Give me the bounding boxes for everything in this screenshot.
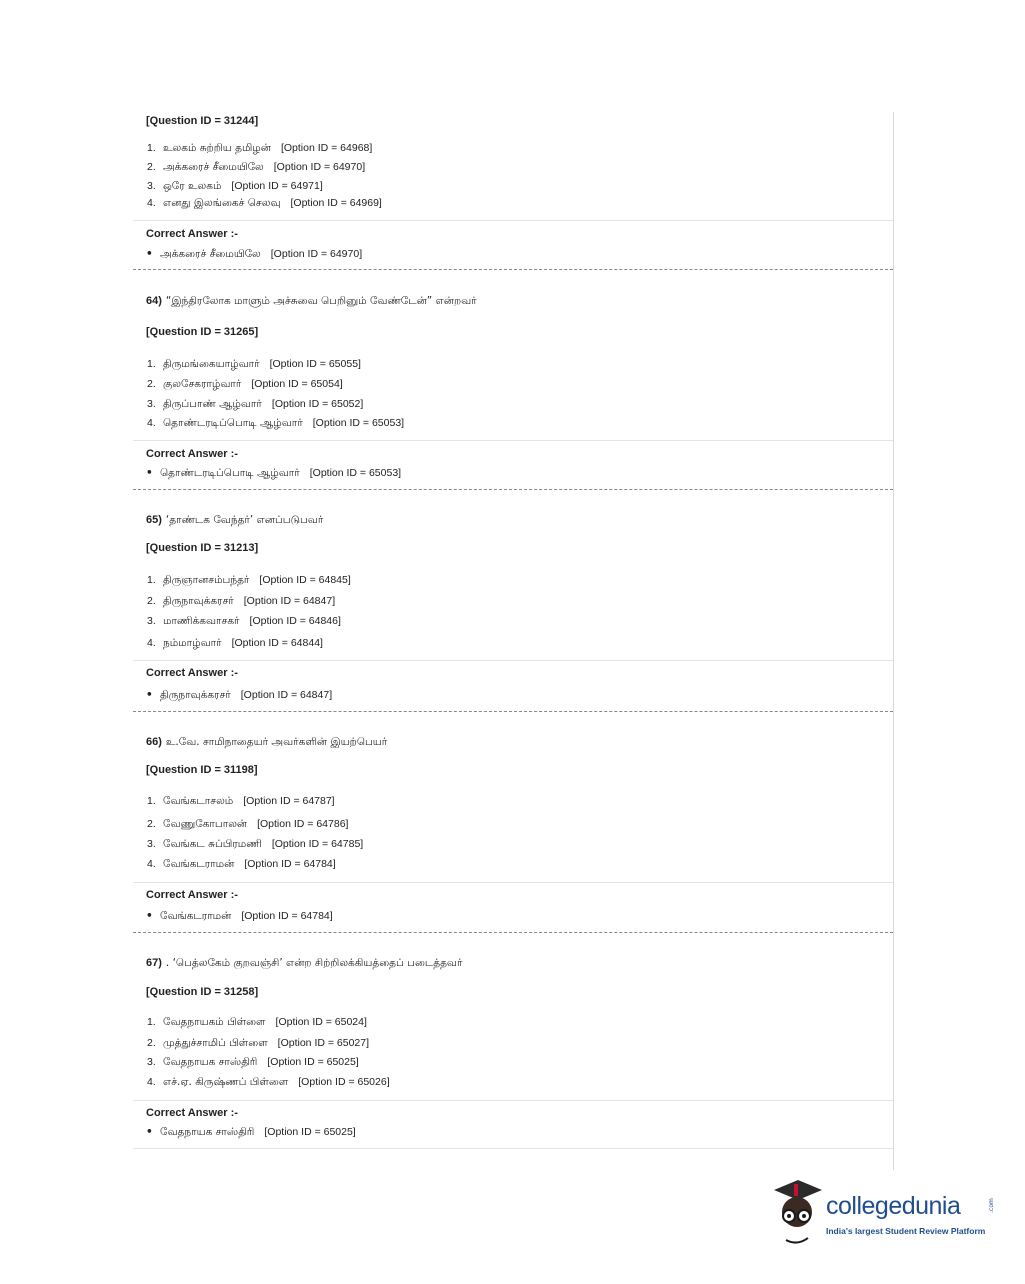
correct-answer-label: Correct Answer :- (146, 889, 238, 901)
option-number: 4. (147, 858, 156, 870)
option-number: 4. (147, 197, 156, 209)
option-id: [Option ID = 65053] (312, 417, 405, 429)
option-text: வேதநாயகம் பிள்ளை (163, 1016, 266, 1028)
option-4 (147, 197, 382, 210)
option-4 (147, 1076, 390, 1089)
option-id: [Option ID = 64786] (257, 818, 349, 830)
option-text: திருஞானசம்பந்தர் (163, 574, 250, 586)
question-text (146, 736, 387, 749)
bullet-icon: • (146, 910, 153, 922)
correct-answer (146, 689, 332, 702)
option-number: 3. (147, 398, 156, 410)
option-2 (147, 818, 348, 831)
question-body: ‘தாண்டக வேந்தர்’ எனப்படுபவர் (165, 514, 324, 526)
option-number: 2. (147, 595, 156, 607)
option-1 (147, 358, 361, 371)
option-text: வேங்கடராமன் (163, 858, 235, 870)
option-number: 4. (147, 1076, 156, 1088)
option-id: [Option ID = 64971] (231, 180, 323, 192)
option-text: வேதநாயக சாஸ்திரி (163, 1056, 258, 1068)
correct-answer-label: Correct Answer :- (146, 228, 238, 240)
option-number: 1. (147, 795, 156, 807)
option-3 (147, 838, 363, 851)
question-id: [Question ID = 31198] (146, 764, 258, 776)
option-2 (147, 595, 335, 608)
correct-answer-label: Correct Answer :- (146, 1107, 238, 1119)
divider (133, 1148, 893, 1149)
option-number: 3. (147, 615, 156, 627)
option-id: [Option ID = 65052] (271, 398, 364, 410)
option-text: குலசேகராழ்வார் (163, 378, 242, 390)
option-text: தொண்டரடிப்பொடி ஆழ்வார் (163, 417, 303, 429)
option-text: எச்.ஏ. கிருஷ்ணப் பிள்ளை (163, 1076, 289, 1088)
option-text: வேணுகோபாலன் (163, 818, 248, 830)
option-number: 1. (147, 142, 156, 154)
answer-option-id: [Option ID = 64847] (240, 689, 333, 701)
logo-brand-text: collegedunia (826, 1192, 961, 1220)
option-3 (147, 180, 323, 193)
question-number: 66) (146, 736, 162, 748)
option-number: 2. (147, 818, 156, 830)
logo-tagline: India's largest Student Review Platform (826, 1226, 986, 1236)
correct-answer (146, 248, 362, 261)
correct-answer-label: Correct Answer :- (146, 667, 238, 679)
option-number: 1. (147, 1016, 156, 1028)
question-body: உ.வே. சாமிநாதையர் அவர்களின் இயற்பெயர் (165, 736, 388, 748)
answer-text: அக்கரைச் சீமையிலே (160, 248, 261, 260)
divider (133, 220, 893, 221)
option-id: [Option ID = 64847] (243, 595, 336, 607)
bullet-icon: • (146, 689, 153, 701)
divider (133, 882, 893, 883)
option-4 (147, 637, 323, 650)
bullet-icon: • (146, 248, 153, 260)
option-number: 4. (147, 637, 156, 649)
option-4 (147, 858, 336, 871)
question-separator (133, 711, 893, 712)
question-text (146, 957, 462, 970)
option-text: வேங்கடாசலம் (163, 795, 234, 807)
question-text (146, 514, 323, 527)
option-id: [Option ID = 64969] (290, 197, 382, 209)
bullet-icon: • (146, 1126, 153, 1138)
question-id: [Question ID = 31258] (146, 986, 259, 998)
divider (133, 440, 893, 441)
graduate-mascot-icon (768, 1178, 826, 1248)
question-number: 64) (146, 295, 162, 307)
option-id: [Option ID = 64846] (249, 615, 341, 627)
option-1 (147, 795, 335, 808)
option-3 (147, 1056, 359, 1069)
option-text: மாணிக்கவாசகர் (163, 615, 240, 627)
question-separator (133, 489, 893, 490)
answer-text: வேங்கடராமன் (160, 910, 232, 922)
option-id: [Option ID = 64785] (271, 838, 364, 850)
option-number: 3. (147, 1056, 156, 1068)
option-1 (147, 142, 372, 155)
option-number: 1. (147, 574, 156, 586)
question-number: 65) (146, 514, 162, 526)
option-text: திருநாவுக்கரசர் (163, 595, 234, 607)
option-number: 1. (147, 358, 156, 370)
answer-text: வேதநாயக சாஸ்திரி (160, 1126, 255, 1138)
option-number: 3. (147, 838, 156, 850)
option-id: [Option ID = 64970] (273, 161, 366, 173)
option-id: [Option ID = 64784] (244, 858, 336, 870)
option-text: அக்கரைச் சீமையிலே (163, 161, 264, 173)
correct-answer (146, 910, 333, 923)
option-text: வேங்கட சுப்பிரமணி (163, 838, 262, 850)
correct-answer (146, 1126, 356, 1139)
question-body: . ‘பெத்லகேம் குறவஞ்சி’ என்ற சிற்றிலக்கியத்தைப் படைத்தவர் (165, 957, 463, 969)
question-id: [Question ID = 31213] (146, 542, 259, 554)
option-text: திருப்பாண் ஆழ்வார் (163, 398, 262, 410)
option-3 (147, 398, 363, 411)
exam-sheet (133, 112, 894, 1170)
option-2 (147, 161, 365, 174)
option-1 (147, 1016, 367, 1029)
option-id: [Option ID = 65054] (251, 378, 343, 390)
option-id: [Option ID = 65027] (277, 1037, 370, 1049)
question-body: “இந்திரலோக மாளும் அச்சுவை பெறினும் வேண்டேன்” என்றவர் (165, 295, 477, 307)
option-text: ஒரே உலகம் (163, 180, 222, 192)
divider (133, 1100, 893, 1101)
option-2 (147, 1037, 369, 1050)
question-text (146, 295, 477, 308)
option-id: [Option ID = 65025] (267, 1056, 359, 1068)
option-id: [Option ID = 65024] (275, 1016, 367, 1028)
answer-option-id: [Option ID = 65025] (264, 1126, 356, 1138)
answer-text: தொண்டரடிப்பொடி ஆழ்வார் (160, 467, 300, 479)
option-number: 2. (147, 1037, 156, 1049)
option-text: முத்துச்சாமிப் பிள்ளை (163, 1037, 268, 1049)
logo-com-text: .com (987, 1198, 995, 1213)
question-separator (133, 932, 893, 933)
option-number: 4. (147, 417, 156, 429)
option-number: 2. (147, 161, 156, 173)
divider (133, 660, 893, 661)
option-4 (147, 417, 404, 430)
correct-answer (146, 467, 401, 480)
option-text: நம்மாழ்வார் (163, 637, 222, 649)
option-number: 2. (147, 378, 156, 390)
option-id: [Option ID = 64787] (243, 795, 335, 807)
correct-answer-label: Correct Answer :- (146, 448, 238, 460)
question-number: 67) (146, 957, 162, 969)
answer-option-id: [Option ID = 64784] (241, 910, 333, 922)
option-id: [Option ID = 64968] (280, 142, 373, 154)
option-text: எனது இலங்கைச் செலவு (163, 197, 281, 209)
option-3 (147, 615, 341, 628)
option-2 (147, 378, 343, 391)
answer-option-id: [Option ID = 65053] (309, 467, 402, 479)
question-id: [Question ID = 31265] (146, 326, 259, 338)
option-id: [Option ID = 65026] (298, 1076, 390, 1088)
question-separator (133, 269, 893, 270)
option-number: 3. (147, 180, 156, 192)
option-id: [Option ID = 65055] (269, 358, 361, 370)
question-id: [Question ID = 31244] (146, 115, 259, 127)
option-id: [Option ID = 64845] (259, 574, 351, 586)
answer-text: திருநாவுக்கரசர் (160, 689, 231, 701)
option-1 (147, 574, 351, 587)
collegedunia-logo[interactable] (768, 1178, 998, 1248)
answer-option-id: [Option ID = 64970] (270, 248, 363, 260)
option-text: உலகம் சுற்றிய தமிழன் (163, 142, 271, 154)
option-text: திருமங்கையாழ்வார் (163, 358, 260, 370)
bullet-icon: • (146, 467, 153, 479)
option-id: [Option ID = 64844] (231, 637, 323, 649)
